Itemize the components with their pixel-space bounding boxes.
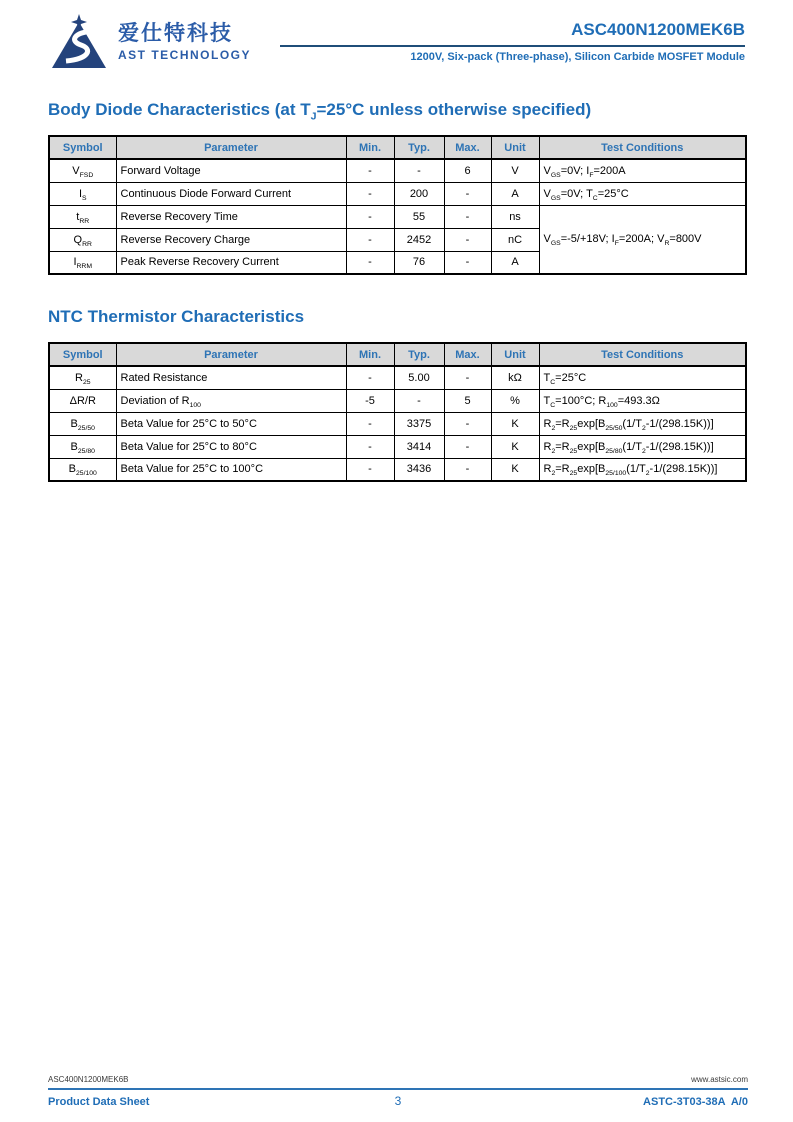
footer-top-row: [48, 1075, 748, 1088]
footer-website: www.astsic.com: [691, 1075, 748, 1084]
cell-min: -: [346, 412, 394, 435]
cell-min: -5: [346, 389, 394, 412]
ntc-table: [48, 342, 747, 482]
cell-unit: K: [491, 412, 539, 435]
header-cell-parameter: Parameter: [116, 136, 346, 159]
cell-unit: A: [491, 182, 539, 205]
section-title-body-diode: Body Diode Characteristics (at $T_J=25^\circ C$ unless otherwise specified): [48, 100, 592, 123]
cell-typ: 200: [394, 182, 444, 205]
cell-symbol: $I_S$: [49, 182, 116, 205]
header-cell-symbol: Symbol: [49, 343, 116, 366]
cell-min: -: [346, 435, 394, 458]
cell-parameter: Beta Value for 25°C to 100°C: [116, 458, 346, 481]
cell-parameter: Reverse Recovery Time: [116, 205, 346, 228]
table-row: [49, 205, 746, 228]
header-cell-test-conditions: Test Conditions: [539, 343, 746, 366]
cell-typ: 55: [394, 205, 444, 228]
cell-test-conditions: $T_C=100^\circ C$; $R_{100}=493.3\Omega$: [539, 389, 746, 412]
cell-typ: 3436: [394, 458, 444, 481]
brand-text: [118, 14, 251, 62]
cell-symbol: $t_{RR}$: [49, 205, 116, 228]
cell-min: -: [346, 458, 394, 481]
header-cell-unit: Unit: [491, 136, 539, 159]
cell-unit: kΩ: [491, 366, 539, 389]
cell-test-conditions: $R_2=R_{25}\exp[B_{25/50}(1/T_2-1/(298.15K))]$: [539, 412, 746, 435]
body-diode-table: [48, 135, 747, 275]
cell-test-conditions: $T_C=25^\circ C$: [539, 366, 746, 389]
cell-unit: V: [491, 159, 539, 182]
page-footer: [48, 1075, 748, 1108]
cell-test-conditions: $V_{GS}=0V$; $I_F=200A$: [539, 159, 746, 182]
company-logo: [48, 14, 280, 70]
table-row: [49, 412, 746, 435]
cell-unit: %: [491, 389, 539, 412]
cell-parameter: Deviation of $R_{100}$: [116, 389, 346, 412]
cell-typ: 3414: [394, 435, 444, 458]
cell-symbol: $I_{RRM}$: [49, 251, 116, 274]
brand-name-english: AST TECHNOLOGY: [118, 48, 252, 63]
cell-min: -: [346, 366, 394, 389]
cell-typ: -: [394, 389, 444, 412]
cell-symbol: $Q_{RR}$: [49, 228, 116, 251]
cell-max: -: [444, 251, 491, 274]
cell-symbol: $B_{25/80}$: [49, 435, 116, 458]
cell-max: -: [444, 458, 491, 481]
cell-typ: 5.00: [394, 366, 444, 389]
table-row: [49, 389, 746, 412]
header-cell-max: Max.: [444, 136, 491, 159]
brand-name-chinese: 爱仕特科技: [118, 22, 233, 45]
table-header-row: [49, 343, 746, 366]
ast-logo-icon: [48, 14, 110, 70]
cell-symbol: $B_{25/50}$: [49, 412, 116, 435]
cell-max: -: [444, 205, 491, 228]
header-cell-test-conditions: Test Conditions: [539, 136, 746, 159]
footer-page-number: 3: [394, 1094, 402, 1108]
table-row: [49, 458, 746, 481]
header-cell-min: Min.: [346, 136, 394, 159]
footer-bottom-row: [48, 1088, 748, 1108]
header-cell-min: Min.: [346, 343, 394, 366]
cell-typ: 3375: [394, 412, 444, 435]
cell-test-conditions: $R_2=R_{25}\exp[B_{25/80}(1/T_2-1/(298.15K))]$: [539, 435, 746, 458]
cell-typ: 2452: [394, 228, 444, 251]
cell-parameter: Reverse Recovery Charge: [116, 228, 346, 251]
cell-min: -: [346, 205, 394, 228]
table-row: [49, 182, 746, 205]
cell-max: -: [444, 228, 491, 251]
cell-max: 6: [444, 159, 491, 182]
cell-symbol: $B_{25/100}$: [49, 458, 116, 481]
footer-doc-type: Product Data Sheet: [48, 1096, 150, 1108]
table-header-row: [49, 136, 746, 159]
cell-parameter: Beta Value for 25°C to 50°C: [116, 412, 346, 435]
cell-symbol: ΔR/R: [49, 389, 116, 412]
cell-test-conditions: $V_{GS}=0V$; $T_C=25^\circ C$: [539, 182, 746, 205]
cell-unit: nC: [491, 228, 539, 251]
product-subtitle: 1200V, Six-pack (Three-phase), Silicon Carbide MOSFET Module: [410, 51, 745, 63]
cell-symbol: $R_{25}$: [49, 366, 116, 389]
cell-max: 5: [444, 389, 491, 412]
page-header: [48, 14, 745, 70]
cell-max: -: [444, 412, 491, 435]
cell-typ: 76: [394, 251, 444, 274]
cell-min: -: [346, 159, 394, 182]
header-cell-unit: Unit: [491, 343, 539, 366]
footer-part-number: ASC400N1200MEK6B: [48, 1075, 129, 1084]
header-cell-typ: Typ.: [394, 136, 444, 159]
cell-parameter: Continuous Diode Forward Current: [116, 182, 346, 205]
footer-doc-code: ASTC-3T03-38A A/0: [643, 1096, 748, 1108]
table-row: [49, 159, 746, 182]
cell-test-conditions-merged: $V_{GS}=-5/+18V$; $I_F=200A$; $V_R=800V$: [539, 205, 746, 274]
cell-unit: A: [491, 251, 539, 274]
header-cell-typ: Typ.: [394, 343, 444, 366]
cell-max: -: [444, 366, 491, 389]
cell-max: -: [444, 182, 491, 205]
cell-unit: ns: [491, 205, 539, 228]
cell-unit: K: [491, 458, 539, 481]
section-title-ntc: NTC Thermistor Characteristics: [48, 307, 305, 326]
cell-min: -: [346, 182, 394, 205]
header-cell-max: Max.: [444, 343, 491, 366]
cell-test-conditions: $R_2=R_{25}\exp[B_{25/100}(1/T_2-1/(298.15K))]$: [539, 458, 746, 481]
cell-parameter: Forward Voltage: [116, 159, 346, 182]
table-row: [49, 435, 746, 458]
cell-typ: -: [394, 159, 444, 182]
table-row: [49, 366, 746, 389]
cell-max: -: [444, 435, 491, 458]
cell-symbol: $V_{FSD}$: [49, 159, 116, 182]
cell-unit: K: [491, 435, 539, 458]
cell-parameter: Rated Resistance: [116, 366, 346, 389]
cell-min: -: [346, 228, 394, 251]
part-number: ASC400N1200MEK6B: [280, 20, 745, 47]
header-right: [280, 14, 745, 63]
cell-parameter: Beta Value for 25°C to 80°C: [116, 435, 346, 458]
header-cell-parameter: Parameter: [116, 343, 346, 366]
header-cell-symbol: Symbol: [49, 136, 116, 159]
cell-min: -: [346, 251, 394, 274]
cell-parameter: Peak Reverse Recovery Current: [116, 251, 346, 274]
